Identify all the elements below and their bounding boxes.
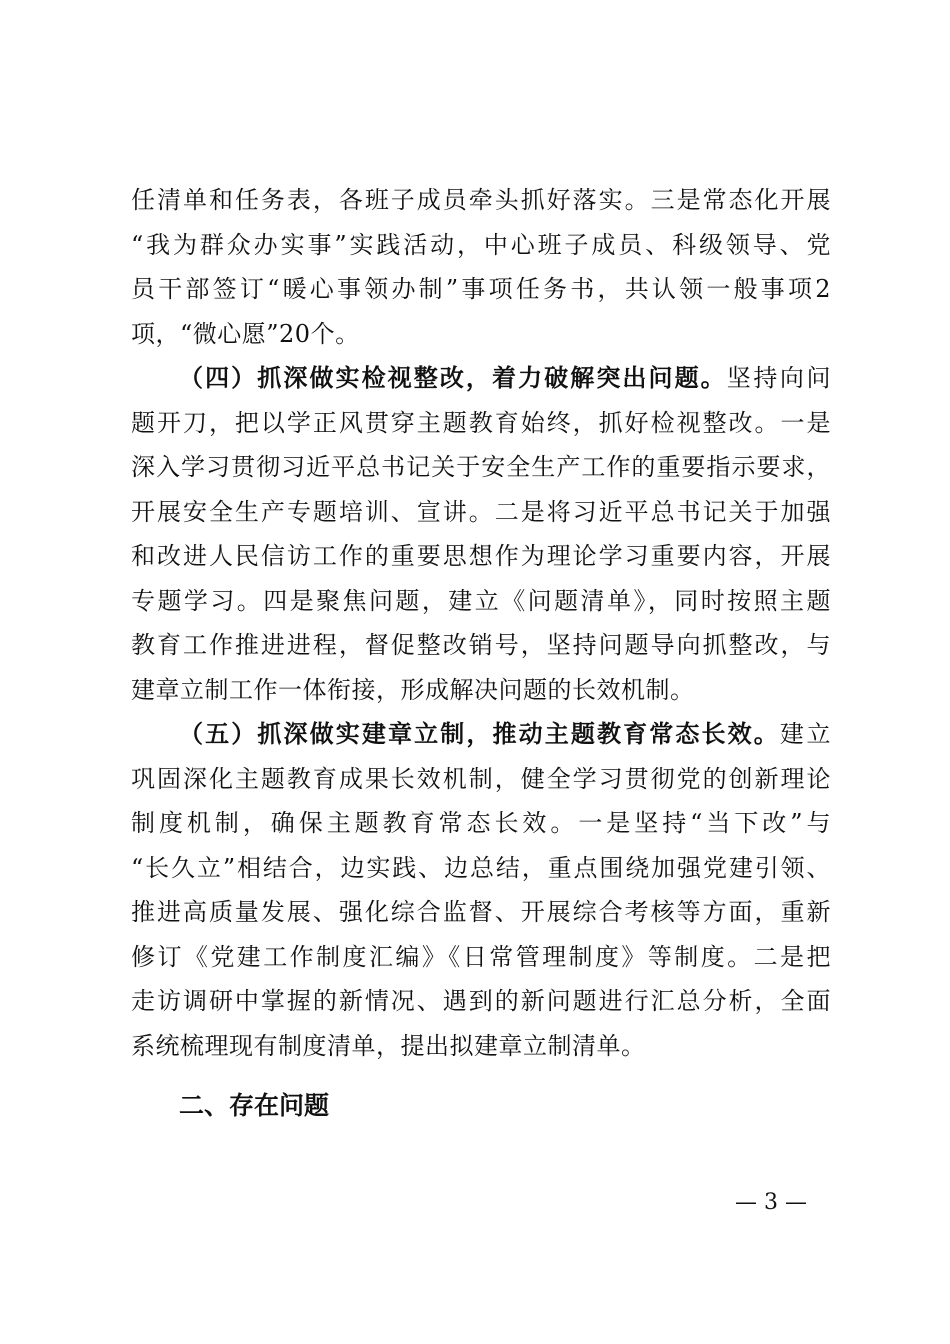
text-segment: 坚持向问 xyxy=(726,364,831,392)
text-line: 题开刀，把以学正风贯穿主题教育始终，抓好检视整改。一是 xyxy=(131,408,831,437)
text-line: 走访调研中掌握的新情况、遇到的新问题进行汇总分析，全面 xyxy=(131,987,831,1015)
paragraph-lead-heading: （五）抓深做实建章立制，推动主题教育常态长效。 xyxy=(179,719,780,748)
paragraph-1 xyxy=(131,178,831,356)
text-line: 任清单和任务表，各班子成员牵头抓好落实。三是常态化开展 xyxy=(131,186,831,214)
text-line: “我为群众办实事”实践活动，中心班子成员、科级领导、党 xyxy=(131,230,831,259)
text-line: 和改进人民信访工作的重要思想作为理论学习重要内容，开展 xyxy=(131,542,831,570)
text-line: 巩固深化主题教育成果长效机制，健全学习贯彻党的创新理论 xyxy=(131,764,831,793)
text-line: 项，“微心愿”20个。 xyxy=(131,319,360,348)
text-segment: 建立 xyxy=(779,720,831,748)
text-line: 深入学习贯彻习近平总书记关于安全生产工作的重要指示要求， xyxy=(131,453,831,481)
text-line: “长久立”相结合，边实践、边总结，重点围绕加强党建引领、 xyxy=(131,853,831,882)
paragraph-2 xyxy=(131,356,831,712)
text-line: 推进高质量发展、强化综合监督、开展综合考核等方面，重新 xyxy=(131,898,831,926)
text-line: 建章立制工作一体衔接，形成解决问题的长效机制。 xyxy=(131,675,695,704)
text-line: 修订《党建工作制度汇编》《日常管理制度》等制度。二是把 xyxy=(131,942,831,971)
paragraph-lead-heading: （四）抓深做实检视整改，着力破解突出问题。 xyxy=(179,363,727,392)
text-line: 开展安全生产专题培训、宣讲。二是将习近平总书记关于加强 xyxy=(131,497,831,526)
text-line xyxy=(131,356,831,401)
text-line: 制度机制，确保主题教育常态长效。一是坚持“当下改”与 xyxy=(131,809,831,837)
text-line: 员干部签订“暖心事领办制”事项任务书，共认领一般事项2 xyxy=(131,275,831,303)
text-line: 系统梳理现有制度清单，提出拟建章立制清单。 xyxy=(131,1031,646,1060)
page-number: — 3 — xyxy=(735,1190,807,1215)
text-line: 教育工作推进进程，督促整改销号，坚持问题导向抓整改，与 xyxy=(131,631,831,659)
body-text xyxy=(131,178,831,1129)
text-line xyxy=(131,712,831,757)
section-heading: 二、存在问题 xyxy=(179,1091,330,1120)
paragraph-3 xyxy=(131,712,831,1068)
text-line: 专题学习。四是聚焦问题，建立《问题清单》，同时按照主题 xyxy=(131,586,831,615)
